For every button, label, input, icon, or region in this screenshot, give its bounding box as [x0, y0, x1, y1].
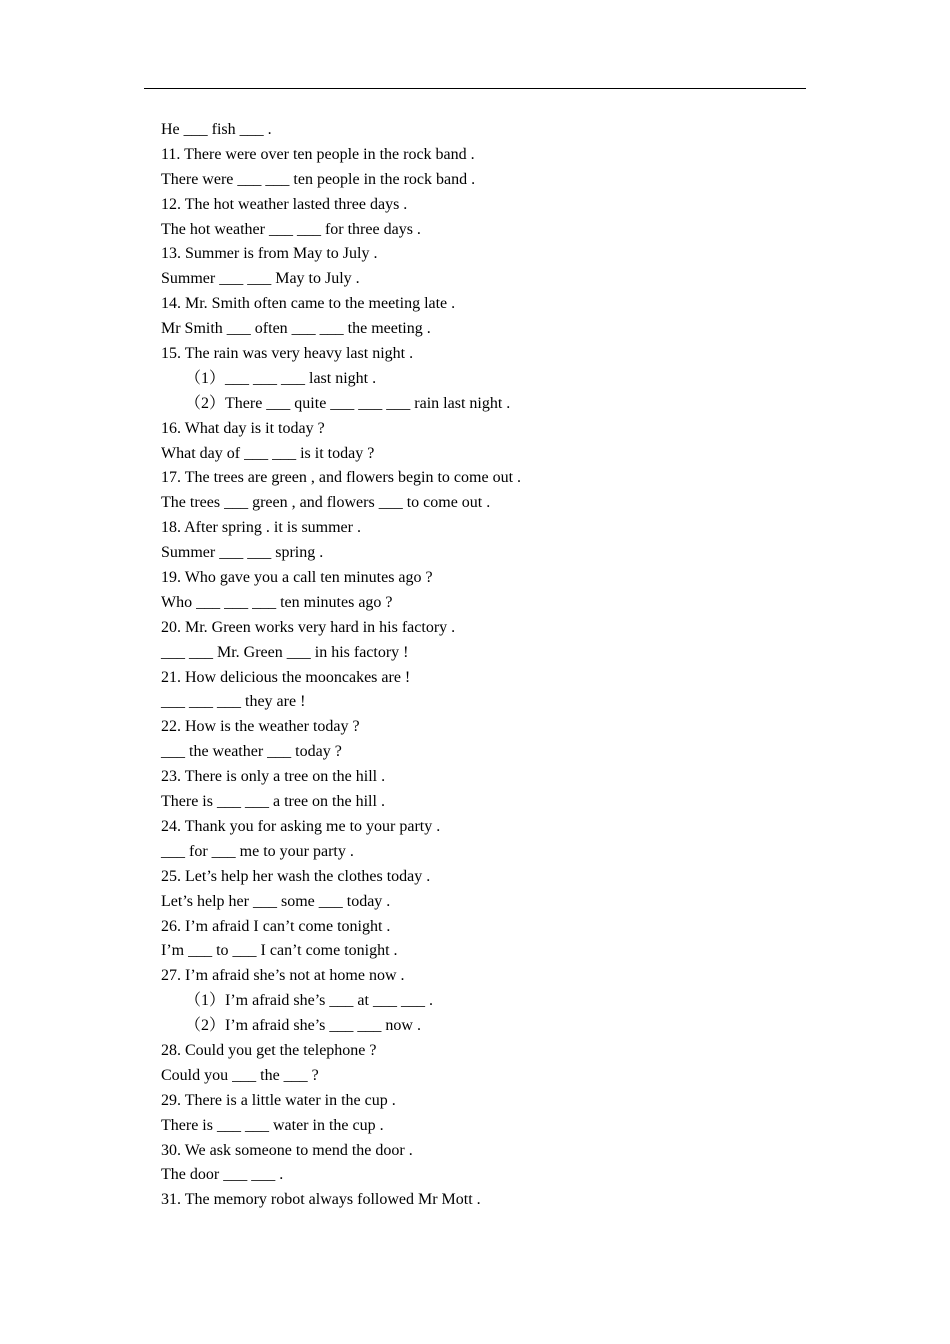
exercise-line: Summer ___ ___ May to July .: [161, 270, 360, 288]
exercise-line: 22. How is the weather today ?: [161, 718, 360, 736]
exercise-line: 29. There is a little water in the cup .: [161, 1091, 396, 1109]
exercise-list: [161, 118, 801, 1213]
exercise-line: 23. There is only a tree on the hill .: [161, 768, 386, 786]
exercise-line: 26. I’m afraid I can’t come tonight .: [161, 917, 391, 935]
exercise-line: 24. Thank you for asking me to your party .: [161, 817, 441, 835]
exercise-line: There were ___ ___ ten people in the rock band .: [161, 170, 476, 188]
exercise-line: （1）___ ___ ___ last night .: [185, 369, 377, 387]
exercise-line: 27. I’m afraid she’s not at home now .: [161, 967, 405, 985]
exercise-line: Could you ___ the ___ ?: [161, 1066, 319, 1084]
exercise-line: I’m ___ to ___ I can’t come tonight .: [161, 942, 398, 960]
exercise-line: Mr Smith ___ often ___ ___ the meeting .: [161, 320, 431, 338]
exercise-line: （2）There ___ quite ___ ___ ___ rain last night .: [185, 394, 511, 412]
exercise-line: 25. Let’s help her wash the clothes today .: [161, 867, 431, 885]
header-rule: [144, 88, 806, 89]
exercise-line: 28. Could you get the telephone ?: [161, 1041, 377, 1059]
exercise-line: 17. The trees are green , and flowers begin to come out .: [161, 469, 522, 487]
exercise-line: 20. Mr. Green works very hard in his factory .: [161, 618, 456, 636]
exercise-line: ___ ___ Mr. Green ___ in his factory !: [161, 643, 409, 661]
exercise-line: There is ___ ___ water in the cup .: [161, 1116, 384, 1134]
exercise-line: There is ___ ___ a tree on the hill .: [161, 793, 385, 811]
exercise-line: （1）I’m afraid she’s ___ at ___ ___ .: [185, 992, 433, 1010]
exercise-line: 14. Mr. Smith often came to the meeting late .: [161, 295, 456, 313]
exercise-line: The hot weather ___ ___ for three days .: [161, 220, 421, 238]
exercise-line: The trees ___ green , and flowers ___ to come out .: [161, 494, 491, 512]
exercise-line: The door ___ ___ .: [161, 1166, 284, 1184]
exercise-line: 13. Summer is from May to July .: [161, 245, 378, 263]
exercise-line: 30. We ask someone to mend the door .: [161, 1141, 413, 1159]
exercise-line: 11. There were over ten people in the rock band .: [161, 145, 475, 163]
exercise-line: ___ the weather ___ today ?: [161, 743, 342, 761]
exercise-line: 12. The hot weather lasted three days .: [161, 195, 408, 213]
exercise-line: 31. The memory robot always followed Mr Mott .: [161, 1191, 481, 1209]
exercise-line: 19. Who gave you a call ten minutes ago ?: [161, 569, 433, 587]
exercise-line: ___ for ___ me to your party .: [161, 842, 354, 860]
exercise-line: Who ___ ___ ___ ten minutes ago ?: [161, 593, 393, 611]
exercise-line: 21. How delicious the mooncakes are !: [161, 668, 411, 686]
exercise-line: 16. What day is it today ?: [161, 419, 325, 437]
exercise-line: Summer ___ ___ spring .: [161, 544, 324, 562]
exercise-line: ___ ___ ___ they are !: [161, 693, 306, 711]
exercise-line: He ___ fish ___ .: [161, 121, 272, 138]
exercise-line: （2）I’m afraid she’s ___ ___ now .: [185, 1017, 421, 1035]
exercise-line: 15. The rain was very heavy last night .: [161, 345, 414, 363]
exercise-line: Let’s help her ___ some ___ today .: [161, 892, 391, 910]
exercise-line: 18. After spring . it is summer .: [161, 519, 361, 537]
exercise-line: What day of ___ ___ is it today ?: [161, 444, 375, 462]
